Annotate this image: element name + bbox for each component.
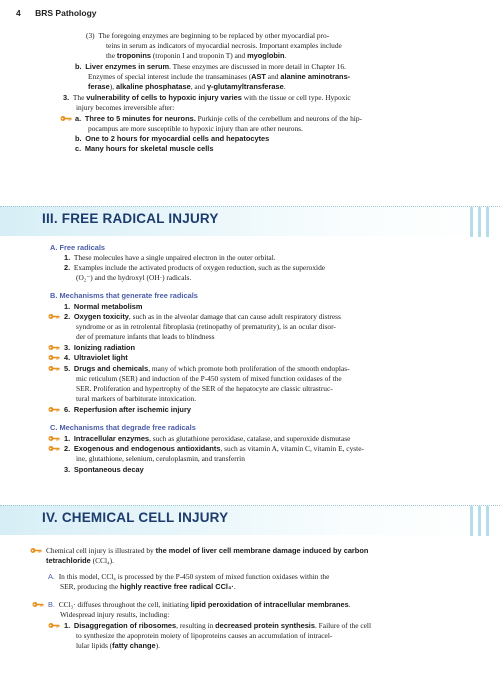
band-stripe	[486, 506, 489, 536]
list-item	[64, 434, 350, 444]
text: (troponin I and troponin T) and	[150, 51, 248, 60]
item-number: 5.	[64, 364, 71, 373]
term: Exogenous and endogenous antioxidants	[73, 444, 221, 453]
item-b-line-3	[88, 82, 286, 92]
term: fatty change	[112, 641, 156, 650]
list-item-cont	[76, 631, 332, 641]
item-A-line-2	[60, 582, 236, 592]
key-icon	[48, 353, 60, 362]
list-item-cont	[76, 641, 160, 651]
item-number: 4.	[64, 353, 71, 362]
item-number: 1.	[64, 302, 71, 311]
term: Oxygen toxicity	[73, 312, 129, 321]
key-icon	[32, 600, 44, 609]
term: Drugs and chemicals	[73, 364, 149, 373]
text: pocampus are more susceptible to hypoxic injury than are other neurons.	[88, 124, 303, 133]
item-letter: A.	[48, 572, 55, 581]
section-title: III. FREE RADICAL INJURY	[42, 211, 219, 226]
text: , such as vitamin A, vitamin C, vitamin E, cyste-	[220, 444, 364, 453]
text: Widespread injury results, including:	[60, 610, 170, 619]
text: .	[284, 51, 287, 60]
list-item	[64, 302, 142, 312]
key-icon	[48, 364, 60, 373]
band-stripe	[486, 207, 489, 237]
text: (O₂⁻) and the hydroxyl (OH·) radicals.	[76, 273, 192, 282]
text: the	[106, 51, 117, 60]
term-troponins: troponins	[116, 51, 151, 60]
key-icon	[48, 434, 60, 443]
text: , such as glutathione peroxidase, catalase, and superoxide dismutase	[149, 434, 351, 443]
text: mic reticulum (SER) and induction of the P-450 system of mixed function oxidases of the	[76, 374, 342, 383]
list-item	[64, 353, 128, 363]
section-title: IV. CHEMICAL CELL INJURY	[42, 510, 229, 525]
paragraph-text: The foregoing enzymes are beginning to be replaced by other myocardial pro-	[98, 31, 330, 40]
item-letter: a.	[75, 114, 82, 123]
subheading-free-radicals: A. Free radicals	[50, 243, 106, 252]
key-icon	[48, 621, 60, 630]
list-item	[64, 253, 276, 263]
list-item-cont	[76, 374, 342, 384]
intro-line-2	[46, 556, 114, 566]
term: Spontaneous decay	[73, 465, 144, 474]
list-item-cont	[76, 384, 333, 394]
item-c	[75, 144, 213, 154]
key-icon	[30, 546, 42, 555]
term: decreased protein synthesis	[215, 621, 315, 630]
item-3-line-3	[106, 51, 286, 61]
text: Chemical cell injury is illustrated by	[46, 546, 156, 555]
list-item	[64, 312, 341, 322]
text: ),	[109, 82, 116, 91]
text: lular lipids (	[76, 641, 113, 650]
term-ast: AST	[251, 72, 266, 81]
band-stripe	[470, 506, 473, 536]
term: lipid peroxidation of intracellular membranes	[190, 600, 349, 609]
term: Disaggregation of ribosomes	[73, 621, 177, 630]
text: In this model, CCl₄ is processed by the P-450 system of mixed function oxidases within the	[58, 572, 330, 581]
item-a-line-2	[88, 124, 303, 134]
text: ).	[155, 641, 160, 650]
text: .	[233, 582, 236, 591]
list-item-cont	[76, 394, 196, 404]
term: the model of liver cell membrane damage induced by carbon	[155, 546, 369, 555]
term-vulnerability: vulnerability of cells to hypoxic injury varies	[86, 93, 242, 102]
text: SER, producing the	[60, 582, 120, 591]
text: SER. Proliferation and hypertrophy of the SER of the hepatocyte are classic ultrastruc-	[76, 384, 333, 393]
item-number: 2.	[64, 263, 71, 272]
item-letter: c.	[75, 144, 82, 153]
term-skeletal: Many hours for skeletal muscle cells	[84, 144, 214, 153]
text: syndrome or as in retrolental fibroplasia (retinopathy of prematurity), is an ocular disor-	[76, 322, 336, 331]
text: tural markers of barbiturate intoxication.	[76, 394, 197, 403]
text: , such as in the alveolar damage that can cause adult respiratory distress	[128, 312, 341, 321]
item-number: (3)	[86, 31, 95, 40]
item-a-line-1	[75, 114, 362, 124]
list-item	[64, 465, 144, 475]
section-band	[0, 206, 500, 236]
text: Purkinje cells of the cerebellum and neurons of the hip-	[195, 114, 362, 123]
item-b-line-1	[75, 62, 346, 72]
subheading-generate: B. Mechanisms that generate free radicals	[50, 291, 198, 300]
term-myocardial: One to 2 hours for myocardial cells and hepatocytes	[85, 134, 270, 143]
item-number: 2.	[64, 312, 71, 321]
key-icon	[48, 312, 60, 321]
item-3-line-2	[106, 41, 342, 51]
intro-line-1	[46, 546, 368, 556]
text: (CCl₄).	[90, 556, 114, 565]
term-alt-cont: ferase	[88, 82, 110, 91]
item-b-line-2	[88, 72, 350, 82]
list-item-cont	[76, 322, 336, 332]
text: . Failure of the cell	[314, 621, 372, 630]
item-letter: B.	[48, 600, 55, 609]
key-icon	[48, 405, 60, 414]
subheading-degrade: C. Mechanisms that degrade free radicals	[50, 423, 196, 432]
item-number: 3.	[64, 465, 71, 474]
item-number: 6.	[64, 405, 71, 414]
item-number: 1.	[64, 434, 71, 443]
text: .	[283, 82, 286, 91]
term: Intracellular enzymes	[73, 434, 150, 443]
page-number: 4	[16, 8, 21, 18]
term-alt: alanine aminotrans-	[280, 72, 351, 81]
text: , and	[190, 82, 207, 91]
term: Normal metabolism	[73, 302, 143, 311]
text: .	[348, 600, 351, 609]
text: to synthesize the apoprotein moiety of lipoproteins causes an accumulation of intracel-	[76, 631, 333, 640]
term-myoglobin: myoglobin	[247, 51, 285, 60]
text: ine, glutathione, selenium, ceruloplasmin, and transferrin	[76, 454, 245, 463]
text: , many of which promote both proliferation of the smooth endoplas-	[148, 364, 350, 373]
running-header	[16, 9, 97, 19]
text: CCl₃· diffuses throughout the cell, initiating	[58, 600, 191, 609]
text: with the tissue or cell type. Hypoxic	[241, 93, 351, 102]
text: Enzymes of special interest include the transaminases (	[88, 72, 252, 81]
book-title: BRS Pathology	[35, 8, 97, 18]
list-item	[64, 621, 371, 631]
item-A-line-1	[48, 572, 329, 582]
text: Examples include the activated products of oxygen reduction, such as the superoxide	[73, 263, 326, 272]
item-number: 2.	[64, 444, 71, 453]
text: The	[72, 93, 87, 102]
key-icon	[60, 114, 72, 123]
list-item-cont	[76, 332, 215, 342]
text: . These enzymes are discussed in more detail in Chapter 16.	[169, 62, 346, 71]
item-number: 3.	[64, 343, 71, 352]
band-stripe	[478, 207, 481, 237]
paragraph-text: teins in serum as indicators of myocardial necrosis. Important examples include	[106, 41, 342, 50]
list-item	[64, 263, 325, 273]
term: Ionizing radiation	[73, 343, 136, 352]
list-item	[64, 343, 135, 353]
text: injury becomes irreversible after:	[76, 103, 175, 112]
item-3-vuln-line-2	[76, 103, 174, 113]
item-B-line-1	[48, 600, 351, 610]
list-item	[64, 405, 191, 415]
list-item-cont	[76, 454, 245, 464]
term-ggt: γ-glutamyltransferase	[206, 82, 284, 91]
band-stripe	[478, 506, 481, 536]
item-3-vuln-line-1	[63, 93, 351, 103]
item-letter: b.	[75, 62, 82, 71]
item-letter: b.	[75, 134, 82, 143]
key-icon	[48, 444, 60, 453]
item-bb	[75, 134, 269, 144]
key-icon	[48, 343, 60, 352]
text: der of premature infants that leads to blindness	[76, 332, 215, 341]
item-3-line-1	[86, 31, 329, 41]
term: Ultraviolet light	[73, 353, 128, 362]
list-item-cont	[76, 273, 191, 283]
item-number: 1.	[64, 621, 71, 630]
term: highly reactive free radical CCl₃·	[119, 582, 234, 591]
term-neurons: Three to 5 minutes for neurons.	[84, 114, 196, 123]
item-number: 1.	[64, 253, 71, 262]
item-number: 3.	[63, 93, 70, 102]
section-band	[0, 505, 500, 535]
text: These molecules have a single unpaired electron in the outer orbital.	[73, 253, 276, 262]
text: and	[265, 72, 281, 81]
list-item	[64, 444, 364, 454]
text: , resulting in	[176, 621, 216, 630]
term-liver-enzymes: Liver enzymes in serum	[85, 62, 170, 71]
band-stripe	[470, 207, 473, 237]
term-alk-phos: alkaline phosphatase	[115, 82, 191, 91]
list-item	[64, 364, 350, 374]
term: Reperfusion after ischemic injury	[73, 405, 191, 414]
item-B-line-2	[60, 610, 169, 620]
term: tetrachloride	[46, 556, 91, 565]
